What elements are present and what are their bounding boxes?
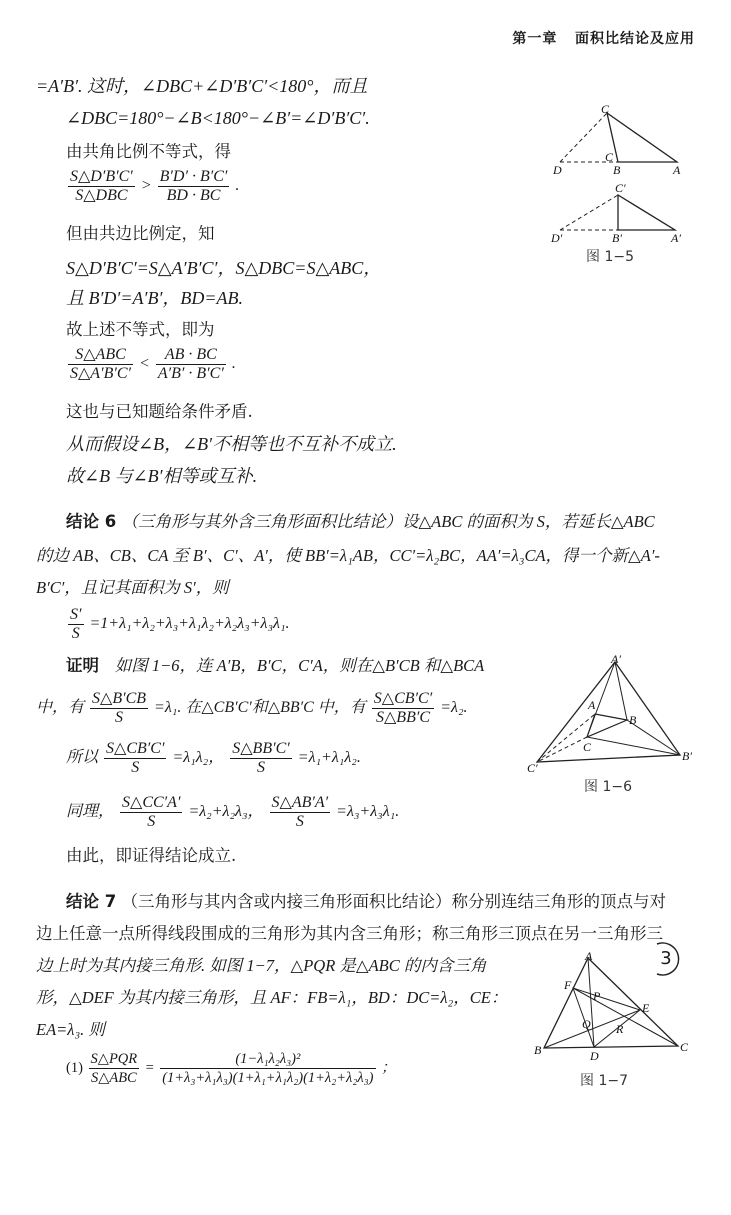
operator: < xyxy=(139,355,150,373)
text: =λ₁λ₂， xyxy=(172,749,225,767)
numerator: S△ABC xyxy=(68,346,133,365)
label-q: Q xyxy=(582,1017,591,1031)
formula-rhs: =1+λ₁+λ₂+λ₃+λ₁λ₂+λ₂λ₃+λ₃λ₁. xyxy=(89,615,290,633)
fraction xyxy=(68,606,84,643)
figure-1-5-caption: 图 1−5 xyxy=(586,249,634,265)
equals-sign: = xyxy=(144,1059,155,1076)
conclusion6-line2: 的边 AB、CB、CA 至 B′、C′、A′，使 BB′=λ₁AB，CC′=λ₂BC，AA′=λ₃CA，得一个新△A′- xyxy=(36,546,660,565)
proof5-line7: 故上述不等式，即为 xyxy=(66,320,215,339)
conclusion7-line5: EA=λ₃. 则 xyxy=(36,1020,105,1039)
numerator: S△B′CB xyxy=(92,690,147,707)
proof6-text: 如图 1−6，连 A′B，B′C，C′A，则在△B′CB 和△BCA xyxy=(114,656,485,675)
denominator: S xyxy=(147,813,156,830)
label-b2: B′ xyxy=(682,749,692,763)
label-f: F xyxy=(564,978,572,992)
text: 同理， xyxy=(66,803,115,821)
conclusion7-text: （三角形与其内含或内接三角形面积比结论）称分别连结三角形的顶点与对 xyxy=(121,892,666,911)
label-p: P xyxy=(593,989,601,1003)
label-a2: A′ xyxy=(671,231,681,245)
fraction xyxy=(230,740,292,777)
label-c: C xyxy=(583,740,592,754)
numerator: S△PQR xyxy=(90,1051,138,1067)
label-b: B xyxy=(534,1043,542,1057)
triangle-a2b2c2 xyxy=(618,195,675,230)
terminator: ； xyxy=(381,1059,396,1076)
numerator: S△D′B′C′ xyxy=(70,168,133,185)
denominator: S xyxy=(131,759,140,776)
denominator: S xyxy=(115,709,124,726)
fraction xyxy=(89,1050,140,1087)
text: =λ₃+λ₃λ₁. xyxy=(336,803,400,821)
fraction xyxy=(68,346,133,383)
proof6-line1 xyxy=(66,656,484,676)
conclusion7-formula xyxy=(66,1050,396,1087)
proof5-inequality1 xyxy=(66,168,239,205)
label-c2: C′ xyxy=(527,761,538,774)
label-b: B xyxy=(613,163,621,177)
fraction xyxy=(104,740,166,777)
segment-c2a xyxy=(537,714,595,762)
numerator: S△CB′C′ xyxy=(106,740,165,757)
conclusion6-line3: B′C′，且记其面积为 S′，则 xyxy=(36,578,229,597)
label-c: C xyxy=(601,102,610,116)
proof6-line2 xyxy=(36,690,468,727)
fraction xyxy=(158,168,230,205)
segment-dc xyxy=(560,113,607,162)
conclusion6-formula xyxy=(66,606,290,643)
numerator: S△CC′A′ xyxy=(122,794,181,811)
denominator: S△A′B′C′ xyxy=(70,365,132,382)
text: 中，有 xyxy=(36,699,85,717)
numerator: S△CB′C′ xyxy=(373,690,433,707)
label-r: R xyxy=(616,1022,624,1036)
proof6-title: 证明 xyxy=(66,656,99,675)
label-c: C xyxy=(680,1040,689,1054)
numerator: S△BB′C′ xyxy=(232,740,290,757)
label-c-small: C xyxy=(605,150,614,164)
fraction xyxy=(120,794,182,831)
denominator: A′B′ · B′C′ xyxy=(157,365,224,382)
fraction xyxy=(270,794,331,831)
proof5-line5: S△D′B′C′=S△A′B′C′，S△DBC=S△ABC， xyxy=(66,258,382,278)
numerator: B′D′ · B′C′ xyxy=(159,168,228,185)
conclusion6-line1 xyxy=(66,512,655,532)
label-c2: C′ xyxy=(615,181,626,195)
numerator: S′ xyxy=(70,606,82,623)
fraction xyxy=(372,690,434,727)
fraction xyxy=(90,690,148,727)
label-d: D xyxy=(553,163,562,177)
label-d: D xyxy=(590,1049,599,1063)
label-b: B xyxy=(629,713,637,727)
label-e: E xyxy=(642,1001,650,1015)
proof5-line10: 故∠B 与∠B′相等或互补. xyxy=(66,466,258,486)
denominator: S xyxy=(71,625,80,642)
proof5-line4: 但由共边比例定，知 xyxy=(66,224,215,243)
conclusion7-line4: 形，△DEF 为其内接三角形，且 AF：FB=λ₁，BD：DC=λ₂，CE： xyxy=(36,988,508,1007)
fraction xyxy=(68,168,135,205)
text: =λ₂+λ₂λ₃， xyxy=(188,803,264,821)
segment-d2c2 xyxy=(560,195,618,230)
proof5-line2: ∠DBC=180°−∠B<180°−∠B′=∠D′B′C′. xyxy=(66,108,370,128)
denominator: S xyxy=(295,813,304,830)
proof5-line9: 从而假设∠B，∠B′不相等也不互补不成立. xyxy=(66,434,397,454)
proof6-line5: 由此，即证得结论成立. xyxy=(66,846,237,865)
numerator: (1−λ₁λ₂λ₃)² xyxy=(160,1050,375,1069)
fraction xyxy=(156,346,226,383)
conclusion7-title: 结论 7 xyxy=(66,892,117,911)
proof6-line3 xyxy=(66,740,361,777)
denominator: S△DBC xyxy=(75,187,128,204)
label-a: A xyxy=(585,950,593,963)
text: =λ₂. xyxy=(440,699,468,717)
label-b2: B′ xyxy=(612,231,622,245)
proof6-line4 xyxy=(66,794,399,831)
figure-1-5 xyxy=(545,100,695,270)
text: =λ₁. 在△CB′C′和△BB′C 中，有 xyxy=(154,699,366,717)
text: 所以 xyxy=(66,749,99,767)
item-number: (1) xyxy=(66,1059,83,1076)
numerator: AB · BC xyxy=(156,346,226,365)
terminator: . xyxy=(231,355,236,373)
proof5-line1: =A′B′. 这时，∠DBC+∠D′B′C′<180°，而且 xyxy=(36,76,368,96)
segment-cc2 xyxy=(537,737,587,762)
conclusion7-line3: 边上时为其内接三角形. 如图 1−7，△PQR 是△ABC 的内含三角 xyxy=(36,956,487,975)
conclusion7-line1 xyxy=(66,892,666,912)
triangle-abc xyxy=(587,714,627,737)
label-a: A xyxy=(673,163,681,177)
page-number-text: 3 xyxy=(660,948,672,969)
label-d2: D′ xyxy=(551,231,563,245)
label-a: A xyxy=(588,698,596,712)
numerator: S△AB′A′ xyxy=(271,794,329,811)
proof5-line8: 这也与已知题给条件矛盾. xyxy=(66,402,253,421)
conclusion6-text: （三角形与其外含三角形面积比结论）设△ABC 的面积为 S，若延长△ABC xyxy=(121,512,655,531)
figure-1-7-caption: 图 1−7 xyxy=(580,1073,628,1089)
proof5-line3: 由共角比例不等式，得 xyxy=(66,142,231,161)
conclusion6-title: 结论 6 xyxy=(66,512,117,531)
page-number-badge xyxy=(647,940,685,978)
denominator: S xyxy=(257,759,265,776)
triangle-a2b2c2 xyxy=(537,662,680,762)
chapter-number: 第一章 xyxy=(512,31,558,47)
terminator: . xyxy=(235,177,240,195)
figure-1-6-caption: 图 1−6 xyxy=(584,779,632,795)
figure-1-6 xyxy=(525,652,695,774)
proof5-line6: 且 B′D′=A′B′，BD=AB. xyxy=(66,288,244,308)
text: =λ₁+λ₁λ₂. xyxy=(297,749,361,767)
conclusion7-line2: 边上任意一点所得线段围成的三角形为其内含三角形；称三角形三顶点在另一三角形三 xyxy=(36,924,663,943)
denominator: (1+λ₃+λ₁λ₃)(1+λ₁+λ₁λ₂)(1+λ₂+λ₂λ₃) xyxy=(162,1070,374,1086)
label-a2: A′ xyxy=(611,652,621,666)
denominator: BD · BC xyxy=(166,187,221,204)
page-header xyxy=(512,28,695,48)
fraction xyxy=(160,1050,375,1087)
chapter-title: 面积比结论及应用 xyxy=(575,31,695,47)
triangle-abc xyxy=(607,113,677,162)
denominator: S△ABC xyxy=(90,1070,137,1086)
page-number xyxy=(647,940,685,978)
proof5-inequality2 xyxy=(66,346,236,383)
operator: > xyxy=(140,177,152,195)
denominator: S△BB′C xyxy=(375,709,431,726)
